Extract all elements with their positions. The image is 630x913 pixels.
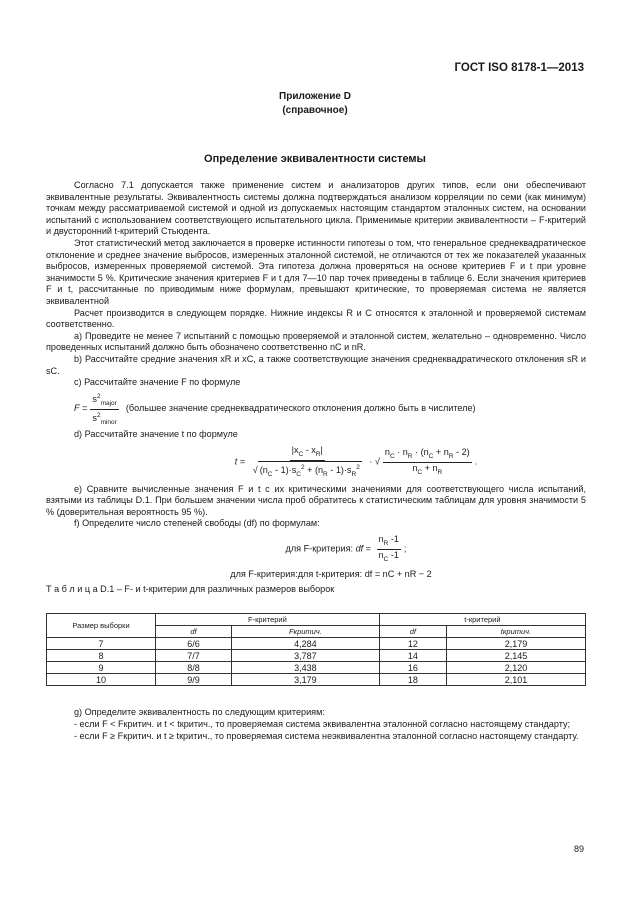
- header-df-t: df: [379, 626, 446, 638]
- cell-df-t: 16: [379, 662, 446, 674]
- step-c: c) Рассчитайте значение F по формуле: [74, 377, 241, 388]
- bullet-equivalent: - если F < Fкритич. и t < tкритич., то проверяемая система эквивалентна эталонной согласно настоящему стандарту;: [74, 719, 571, 729]
- header-f-criterion: F-критерий: [156, 614, 380, 626]
- bullet-not-equivalent: - если F ≥ Fкритич. и t ≥ tкритич., то проверяемая система неэквивалентна эталонной согласно настоящему стандарту.: [74, 731, 579, 741]
- cell-f-crit: 4,284: [231, 638, 379, 650]
- cell-f-crit: 3,179: [231, 674, 379, 686]
- formula-t: t = $\frac{|x_C - x_R|}{√ (n_C - 1)\cdot s_C^2 + (n_R - 1)\cdot s_R^2}$ · √ $\frac{n_C \cdot n_R \cdot (n_C + n_R - 2)}{n_C + n_R}$ .: [234, 444, 478, 478]
- conclusion-text: [46, 706, 586, 742]
- table-caption: Т а б л и ц а D.1 – F- и t-критерии для различных размеров выборок: [46, 584, 335, 595]
- page-number: 89: [573, 844, 584, 854]
- cell-df-f: 7/7: [156, 650, 232, 662]
- cell-t-crit: 2,101: [446, 674, 585, 686]
- cell-sample: 7: [47, 638, 156, 650]
- table-row: [47, 674, 586, 686]
- appendix-title: Приложение D: [279, 91, 351, 102]
- table-row: [47, 638, 586, 650]
- formula-f: F = $\frac{s^2_{major}}{s^2_{minor}}$ (большее значение среднеквадратического отклонения должно быть в числителе): [74, 392, 476, 426]
- step-b: b) Рассчитайте средние значения xR и xC, а также соответствующие значения среднеквадратического отклонения sR и sC.: [46, 353, 586, 376]
- cell-t-crit: 2,179: [446, 638, 585, 650]
- cell-df-t: 12: [379, 638, 446, 650]
- step-f: f) Определите число степеней свободы (df) по формулам:: [74, 518, 320, 529]
- step-d: d) Рассчитайте значение t по формуле: [74, 429, 238, 440]
- step-a: a) Проведите не менее 7 испытаний с помощью проверяемой и эталонной систем, желательно – одновременно. Число проведенных испытаний должно быть обозначено соответственно nC и nR.: [46, 330, 586, 353]
- cell-sample: 8: [47, 650, 156, 662]
- cell-df-f: 8/8: [156, 662, 232, 674]
- table-row: [47, 662, 586, 674]
- appendix-subtitle: (справочное): [282, 105, 348, 116]
- formula-df-f: для F-критерия: df = $\frac{n_R -1}{n_C -1}$ ;: [285, 534, 407, 563]
- formula-df-t: для F-критерия:для t-критерия: df = nC + nR − 2: [230, 568, 432, 579]
- appendix-heading: [0, 90, 630, 118]
- header-t-criterion: t-критерий: [379, 614, 585, 626]
- cell-f-crit: 3,787: [231, 650, 379, 662]
- step-e: e) Сравните вычисленные значения F и t с их критическими значениями для соответствующего числа испытаний, взятыми из таблицы D.1. При большем значении числа проб обратитесь к статистическим таблицам для уровня значимости 5 % (доверительная вероятность 95 %).: [46, 483, 586, 517]
- paragraph-intro: Согласно 7.1 допускается также применение систем и анализаторов других типов, если они обеспечивают эквивалентные результаты. Эквивалентность системы должна подтверждаться анализом корреляции по семи (как минимум) точкам между рассматриваемой системой и одной из допускаемых настоящим стандартом эталонных систем, на основании испытаний с использованием соответствующего испытательного цикла. Применимые критерии эквивалентности – F-критерий и двусторонний t-критерий Стьюдента.: [46, 180, 586, 237]
- cell-sample: 10: [47, 674, 156, 686]
- formula-f-note: (большее значение среднеквадратического отклонения должно быть в числителе): [125, 403, 476, 414]
- step-g: g) Определите эквивалентность по следующим критериям:: [74, 707, 325, 717]
- header-sample-size: Размер выборки: [47, 614, 156, 638]
- cell-df-t: 14: [379, 650, 446, 662]
- df-f-label: для F-критерия:: [285, 543, 354, 554]
- cell-sample: 9: [47, 662, 156, 674]
- cell-df-f: 9/9: [156, 674, 232, 686]
- header-t-crit: tкритич.: [446, 626, 585, 638]
- cell-t-crit: 2,120: [446, 662, 585, 674]
- criteria-table: [46, 613, 586, 686]
- cell-df-f: 6/6: [156, 638, 232, 650]
- header-df-f: df: [156, 626, 232, 638]
- table-row: [47, 650, 586, 662]
- cell-df-t: 18: [379, 674, 446, 686]
- document-header: ГОСТ ISO 8178-1—2013: [454, 62, 584, 74]
- cell-f-crit: 3,438: [231, 662, 379, 674]
- body-text: [46, 180, 586, 596]
- section-title: Определение эквивалентности системы: [204, 153, 426, 165]
- header-f-crit: Fкритич.: [231, 626, 379, 638]
- cell-t-crit: 2,145: [446, 650, 585, 662]
- paragraph-order: Расчет производится в следующем порядке. Нижние индексы R и C относятся к эталонной и проверяемой системам соответственно.: [46, 307, 586, 330]
- paragraph-method: Этот статистический метод заключается в проверке истинности гипотезы о том, что генеральное среднеквадратическое отклонение и среднее значение выбросов, измеренных эталонной системой, не отличаются от тех же показателей указанных выбросов, измеренных проверяемой системой. Эта гипотеза должна проверяться на основе критериев F и t при уровне значимости 5 %. Критические значения критериев F и t для 7—10 пар точек приведены в таблице 6. Если значения критериев F и t, рассчитанные по приводимым ниже формулам, превышают критические, то проверяемая система не является эквивалентной: [46, 237, 586, 306]
